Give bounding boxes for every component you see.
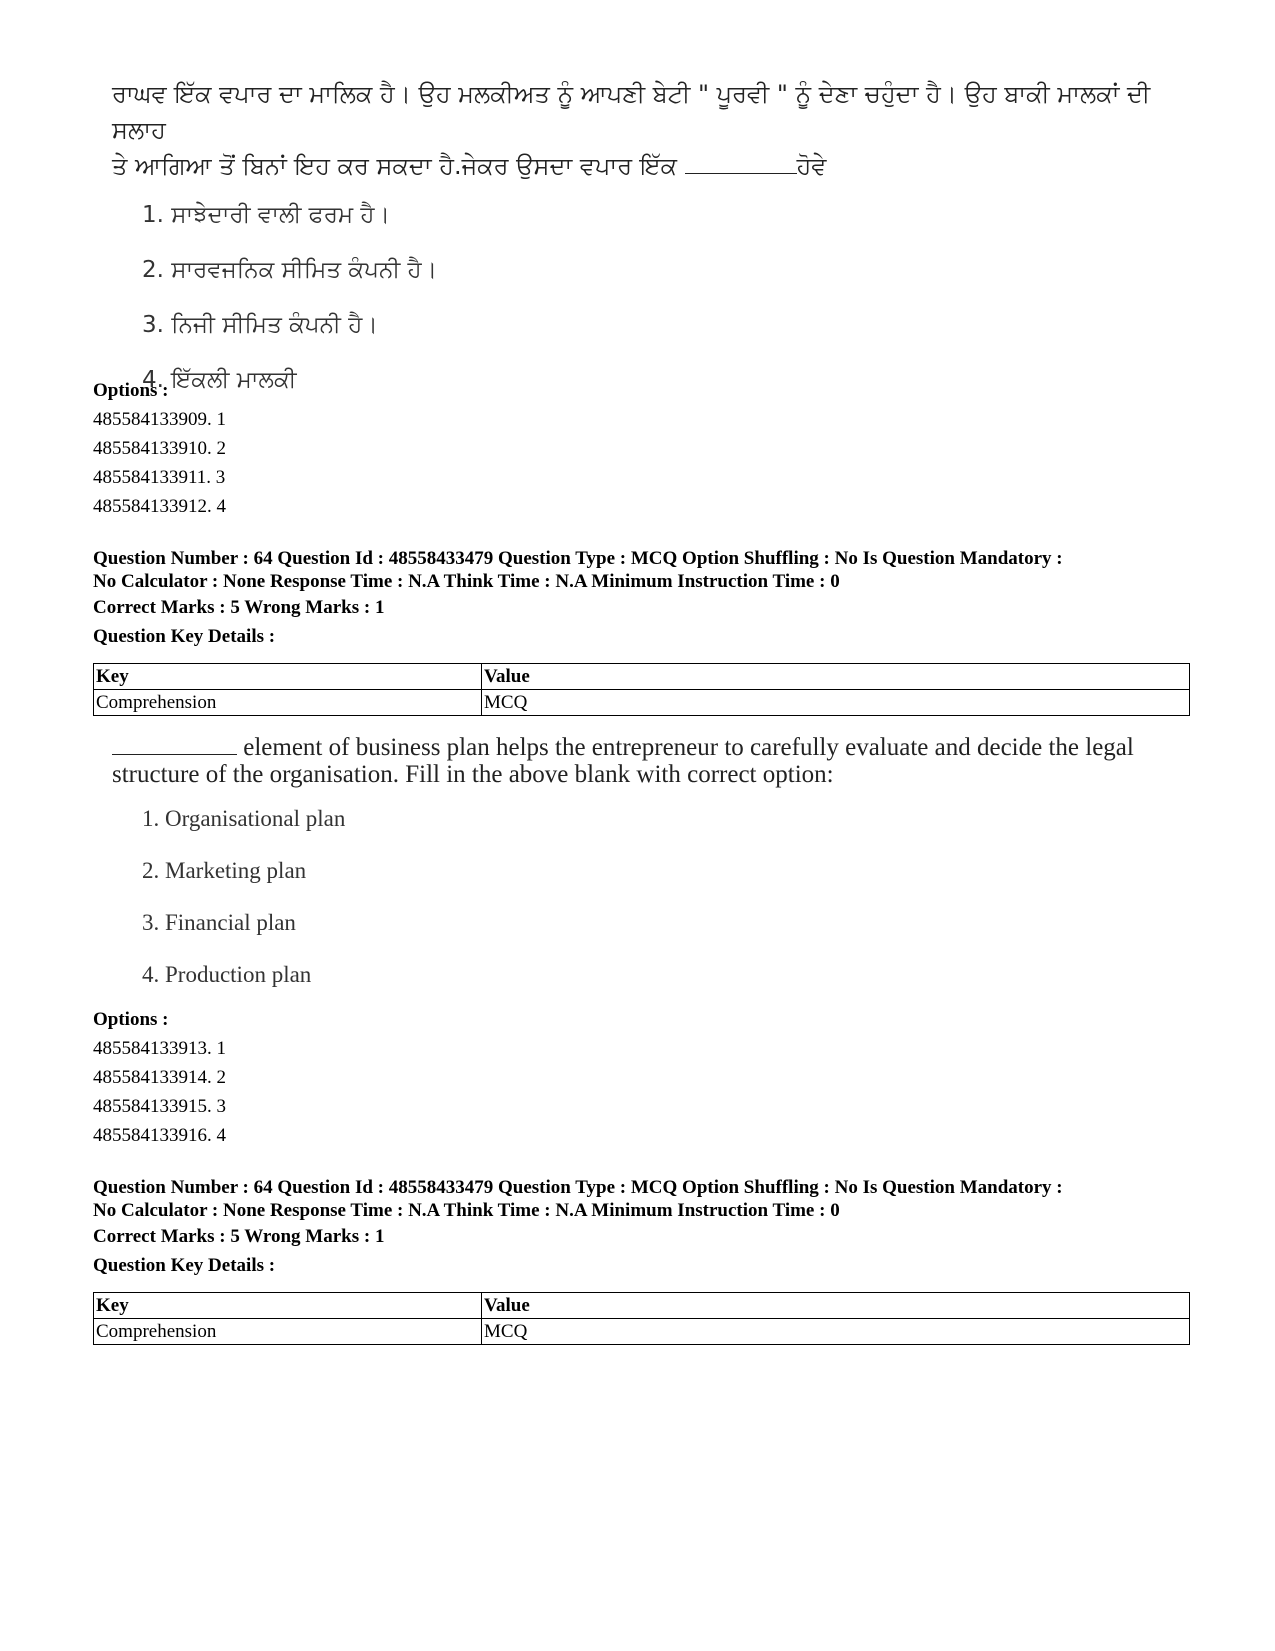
question-a-choices	[112, 202, 1192, 407]
choice-4: 4. ਇੱਕਲੀ ਮਾਲਕੀ	[142, 367, 297, 393]
marks-line: Correct Marks : 5 Wrong Marks : 1	[93, 597, 385, 618]
meta-line-2: No Calculator : None Response Time : N.A Think Time : N.A Minimum Instruction Time : 0	[93, 1200, 840, 1221]
option-item: 485584133910. 2	[93, 438, 226, 459]
question-b-image	[112, 734, 1192, 1002]
choice-2: 2. ਸਾਰਵਜਨਿਕ ਸੀਮਿਤ ਕੰਪਨੀ ਹੈ।	[142, 257, 438, 283]
choice-1: 1. Organisational plan	[142, 806, 346, 831]
option-item: 485584133909. 1	[93, 409, 226, 430]
table-header-key: Key	[94, 664, 482, 690]
question-meta-b	[93, 547, 1193, 651]
table-header-row	[94, 1293, 1190, 1319]
question-meta-c	[93, 1176, 1193, 1280]
options-list-b	[93, 1005, 226, 1150]
choice-2: 2. Marketing plan	[142, 858, 307, 883]
table-header-value: Value	[482, 664, 1190, 690]
option-item: 485584133911. 3	[93, 467, 226, 488]
answer-blank	[685, 173, 797, 174]
option-item: 485584133915. 3	[93, 1096, 226, 1117]
answer-blank	[112, 754, 237, 755]
meta-line-2: No Calculator : None Response Time : N.A Think Time : N.A Minimum Instruction Time : 0	[93, 571, 840, 592]
option-item: 485584133913. 1	[93, 1038, 226, 1059]
question-b-stem-line1	[112, 734, 1192, 761]
choice-3: 3. ਨਿਜੀ ਸੀਮਿਤ ਕੰਪਨੀ ਹੈ।	[142, 312, 378, 338]
options-heading: Options :	[93, 1009, 169, 1030]
question-a-stem-line2-end: ਹੋਵੇ	[796, 152, 827, 180]
key-value-table-b	[93, 663, 1190, 716]
key-value-table-c	[93, 1292, 1190, 1345]
options-list-a	[93, 376, 226, 521]
table-cell-value: MCQ	[482, 690, 1190, 716]
table-row	[94, 690, 1190, 716]
table-row	[94, 1319, 1190, 1345]
choice-3: 3. Financial plan	[142, 910, 296, 935]
key-details-label: Question Key Details :	[93, 1255, 276, 1276]
marks-line: Correct Marks : 5 Wrong Marks : 1	[93, 1226, 385, 1247]
question-a-stem-line2	[112, 148, 1192, 184]
question-b-choices	[112, 806, 1192, 1002]
table-header-key: Key	[94, 1293, 482, 1319]
question-b-stem-line2: structure of the organisation. Fill in the above blank with correct option:	[112, 761, 834, 788]
table-header-value: Value	[482, 1293, 1190, 1319]
question-a-stem	[112, 76, 1192, 184]
choice-1: 1. ਸਾਝੇਦਾਰੀ ਵਾਲੀ ਫਰਮ ਹੈ।	[142, 202, 391, 228]
meta-line-1: Question Number : 64 Question Id : 48558433479 Question Type : MCQ Option Shuffling : No Is Question Mandatory :	[93, 1177, 1063, 1198]
question-a-stem-line1: ਰਾਘਵ ਇੱਕ ਵਪਾਰ ਦਾ ਮਾਲਿਕ ਹੈ। ਉਹ ਮਲਕੀਅਤ ਨੂੰ ਆਪਣੀ ਬੇਟੀ " ਪੂਰਵੀ " ਨੂੰ ਦੇਣਾ ਚਹੁੰਦਾ ਹੈ। ਉਹ ਬਾਕੀ ਮਾਲਕਾਂ ਦੀ ਸਲਾਹ	[112, 80, 1151, 144]
table-header-row	[94, 664, 1190, 690]
option-item: 485584133912. 4	[93, 496, 226, 517]
question-a-stem-line2-start: ਤੇ ਆਗਿਆ ਤੋਂ ਬਿਨਾਂ ਇਹ ਕਰ ਸਕਦਾ ਹੈ.ਜੇਕਰ ਉਸਦਾ ਵਪਾਰ ਇੱਕ	[112, 152, 685, 180]
table-cell-value: MCQ	[482, 1319, 1190, 1345]
option-item: 485584133916. 4	[93, 1125, 226, 1146]
key-details-label: Question Key Details :	[93, 626, 276, 647]
meta-line-1: Question Number : 64 Question Id : 48558433479 Question Type : MCQ Option Shuffling : No Is Question Mandatory :	[93, 548, 1063, 569]
question-b-stem	[112, 734, 1192, 788]
question-a-image	[112, 76, 1192, 407]
question-b-stem-line1-text: element of business plan helps the entrepreneur to carefully evaluate and decide the legal	[237, 734, 1134, 761]
table-cell-key: Comprehension	[94, 1319, 482, 1345]
choice-4: 4. Production plan	[142, 962, 312, 987]
options-heading: Options :	[93, 380, 169, 401]
table-cell-key: Comprehension	[94, 690, 482, 716]
option-item: 485584133914. 2	[93, 1067, 226, 1088]
